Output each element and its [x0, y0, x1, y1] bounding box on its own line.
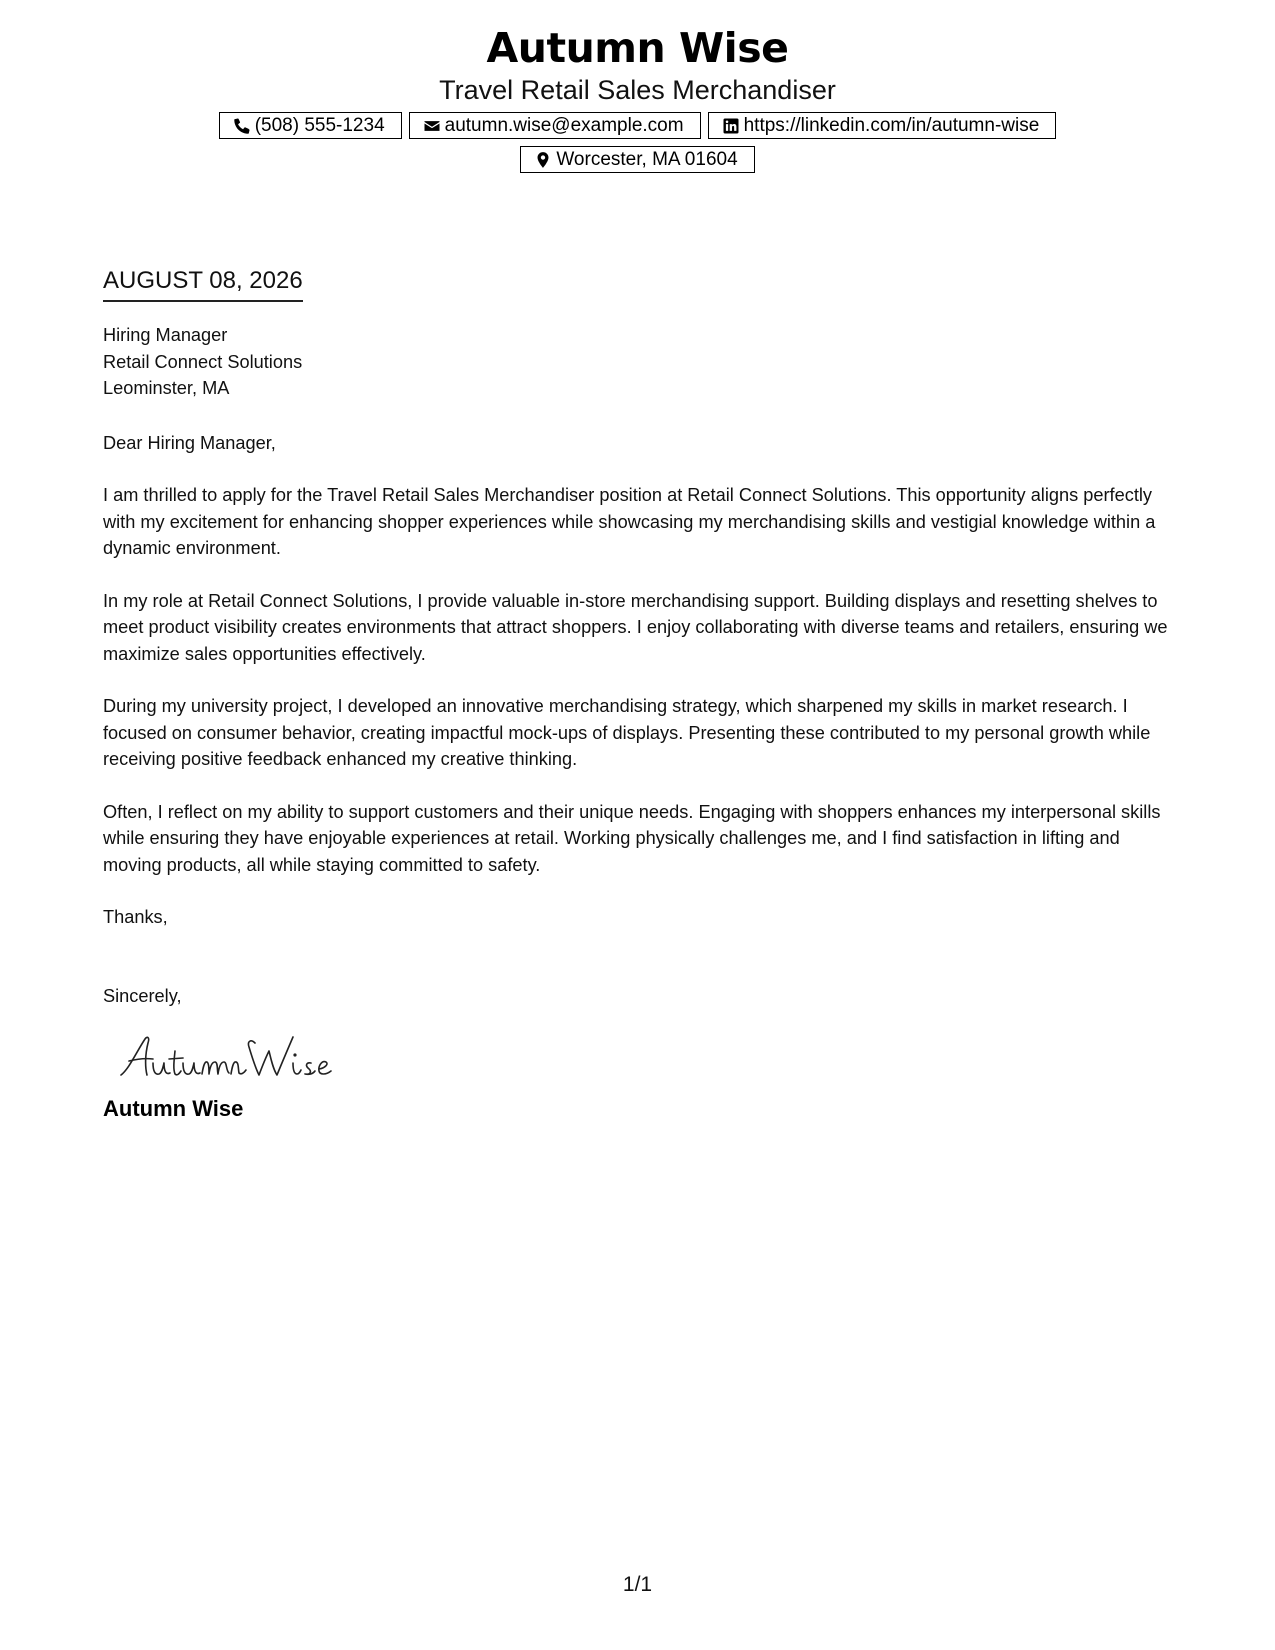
map-marker-icon	[534, 151, 552, 169]
letter-body	[103, 266, 1173, 1123]
recipient-name: Hiring Manager	[103, 325, 228, 345]
linkedin-icon	[722, 117, 740, 135]
email-contact[interactable]	[409, 112, 701, 139]
body-paragraph: During my university project, I developed an innovative merchandising strategy, which sharpened my skills in market research. I focused on consumer behavior, creating impactful mock-ups of displays. Presenting these contributed to my personal growth while receiving positive feedback enhanced my creative thinking.	[103, 696, 1151, 769]
salutation: Dear Hiring Manager,	[103, 432, 276, 453]
body-paragraph: I am thrilled to apply for the Travel Retail Sales Merchandiser position at Retail Connect Solutions. This opportunity aligns perfectly with my excitement for enhancing shopper experiences while showcasing my merchandising skills and vestigial knowledge within a dynamic environment.	[103, 485, 1156, 558]
body-paragraph: In my role at Retail Connect Solutions, I provide valuable in-store merchandising support. Building displays and resetting shelves to meet product visibility creates environments that attract shoppers. I enjoy collaborating with diverse teams and retailers, ensuring we maximize sales opportunities effectively.	[103, 590, 1168, 664]
signer-name: Autumn Wise	[103, 1096, 244, 1121]
letter-date: AUGUST 08, 2026	[103, 266, 303, 302]
handwritten-signature	[115, 1029, 1173, 1089]
recipient-block	[103, 322, 1173, 402]
closing-line: Sincerely,	[103, 985, 182, 1006]
linkedin-contact[interactable]	[708, 112, 1057, 139]
recipient-location: Leominster, MA	[103, 378, 230, 398]
applicant-job-title: Travel Retail Sales Merchandiser	[439, 75, 836, 105]
phone-contact[interactable]	[219, 112, 402, 139]
location-text: Worcester, MA 01604	[556, 148, 738, 170]
envelope-icon	[423, 117, 441, 135]
applicant-name: Autumn Wise	[486, 24, 789, 72]
recipient-company: Retail Connect Solutions	[103, 351, 303, 372]
phone-icon	[233, 117, 251, 135]
linkedin-url: https://linkedin.com/in/autumn-wise	[743, 114, 1040, 136]
page-number: 1/1	[622, 1573, 653, 1596]
contact-row-location	[0, 146, 1275, 173]
signature-drawing	[115, 1029, 355, 1089]
letter-header	[0, 22, 1275, 173]
contact-row	[0, 112, 1275, 139]
thanks-line: Thanks,	[103, 907, 168, 927]
email-address: autumn.wise@example.com	[444, 114, 684, 136]
location-contact	[520, 146, 754, 173]
phone-number: (508) 555-1234	[254, 114, 385, 136]
body-paragraph: Often, I reflect on my ability to support customers and their unique needs. Engaging with shoppers enhances my interpersonal skills while ensuring they have enjoyable experiences at retail. Working physically challenges me, and I find satisfaction in lifting and moving products, all while staying committed to safety.	[103, 801, 1161, 875]
